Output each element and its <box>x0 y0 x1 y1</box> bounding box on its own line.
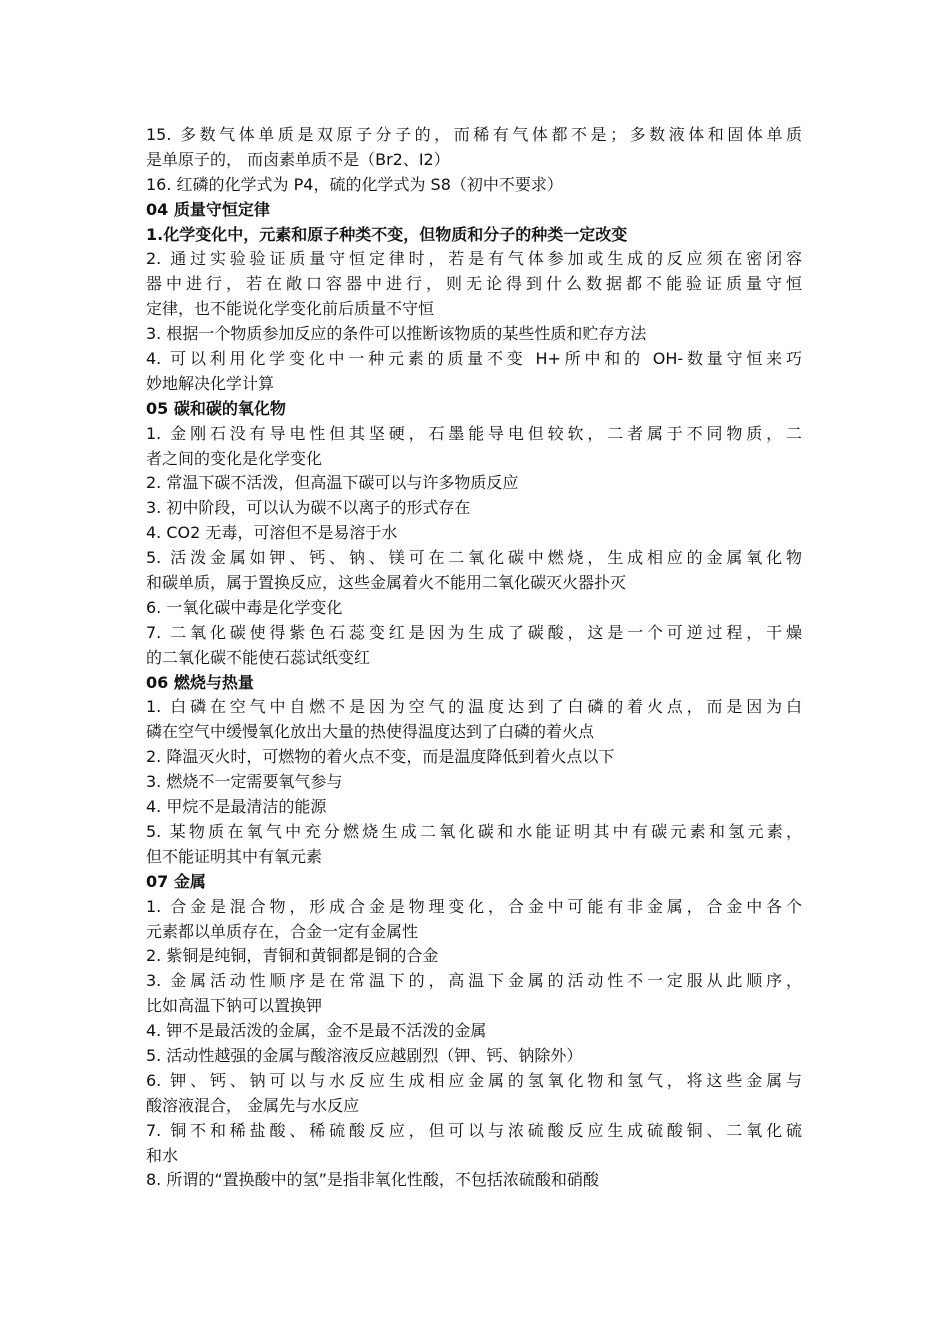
list-item <box>146 1119 802 1169</box>
section-heading: 04 质量守恒定律 <box>146 199 270 219</box>
list-item <box>146 173 802 198</box>
text-line: 的二氧化碳不能使石蕊试纸变红 <box>146 647 371 667</box>
text-line: 6. 钾、钙、钠可以与水反应生成相应金属的氢氧化物和氢气，将这些金属与 <box>146 1070 802 1090</box>
text-line: 比如高温下钠可以置换钾 <box>146 996 323 1016</box>
text-line: 1.化学变化中，元素和原子种类不变，但物质和分子的种类一定改变 <box>146 224 628 244</box>
text-line: 2. 常温下碳不活泼，但高温下碳可以与许多物质反应 <box>146 473 519 493</box>
list-item <box>146 496 802 521</box>
text-line: 4. 可以利用化学变化中一种元素的质量不变 H+所中和的 OH-数量守恒来巧 <box>146 349 802 369</box>
text-line: 1. 金刚石没有导电性但其坚硬，石墨能导电但较软，二者属于不同物质，二 <box>146 423 802 443</box>
list-item <box>146 123 802 173</box>
text-line: 1. 白磷在空气中自燃不是因为空气的温度达到了白磷的着火点，而是因为白 <box>146 697 802 717</box>
list-item <box>146 621 802 671</box>
text-line: 和水 <box>146 1145 179 1165</box>
list-item <box>146 1069 802 1119</box>
list-item <box>146 895 802 945</box>
list-item <box>146 422 802 472</box>
list-item <box>146 969 802 1019</box>
list-item <box>146 745 802 770</box>
text-line: 妙地解决化学计算 <box>146 373 275 393</box>
text-line: 元素都以单质存在，合金一定有金属性 <box>146 921 419 941</box>
text-line: 酸溶液混合， 金属先与水反应 <box>146 1095 360 1115</box>
section-heading: 07 金属 <box>146 871 206 891</box>
text-line: 1. 合金是混合物，形成合金是物理变化，合金中可能有非金属，合金中各个 <box>146 896 802 916</box>
text-line: 3. 金属活动性顺序是在常温下的，高温下金属的活动性不一定服从此顺序， <box>146 971 802 991</box>
text-line: 4. CO2 无毒，可溶但不是易溶于水 <box>146 523 398 543</box>
list-item <box>146 944 802 969</box>
list-item <box>146 770 802 795</box>
text-line: 定律，也不能说化学变化前后质量不守恒 <box>146 299 435 319</box>
list-item <box>146 546 802 596</box>
text-line: 但不能证明其中有氧元素 <box>146 846 323 866</box>
list-item <box>146 322 802 347</box>
text-line: 器中进行，若在敞口容器中进行，则无论得到什么数据都不能验证质量守恒 <box>146 274 802 294</box>
list-item <box>146 695 802 745</box>
text-line: 5. 活泼金属如钾、钙、钠、镁可在二氧化碳中燃烧，生成相应的金属氧化物 <box>146 548 802 568</box>
list-item <box>146 1044 802 1069</box>
text-line: 是单原子的， 而卤素单质不是（Br2、I2） <box>146 149 450 169</box>
text-line: 3. 燃烧不一定需要氧气参与 <box>146 772 343 792</box>
text-line: 磷在空气中缓慢氧化放出大量的热使得温度达到了白磷的着火点 <box>146 722 595 742</box>
text-line: 3. 初中阶段，可以认为碳不以离子的形式存在 <box>146 498 471 518</box>
list-item <box>146 820 802 870</box>
text-line: 3. 根据一个物质参加反应的条件可以推断该物质的某些性质和贮存方法 <box>146 324 647 344</box>
list-item <box>146 1019 802 1044</box>
section-heading: 06 燃烧与热量 <box>146 672 254 692</box>
text-line: 4. 甲烷不是最清洁的能源 <box>146 797 327 817</box>
document-page <box>146 123 802 1193</box>
text-line: 2. 紫铜是纯铜，青铜和黄铜都是铜的合金 <box>146 946 439 966</box>
section-heading: 05 碳和碳的氧化物 <box>146 398 286 418</box>
text-line: 7. 二氧化碳使得紫色石蕊变红是因为生成了碳酸，这是一个可逆过程，干燥 <box>146 622 802 642</box>
text-line: 7. 铜不和稀盐酸、稀硫酸反应，但可以与浓硫酸反应生成硫酸铜、二氧化硫 <box>146 1120 802 1140</box>
list-item <box>146 247 802 322</box>
text-line: 者之间的变化是化学变化 <box>146 448 323 468</box>
list-item <box>146 471 802 496</box>
text-line: 8. 所谓的“置换酸中的氢”是指非氧化性酸，不包括浓硫酸和硝酸 <box>146 1170 599 1190</box>
list-item <box>146 521 802 546</box>
text-line: 和碳单质，属于置换反应，这些金属着火不能用二氧化碳灭火器扑灭 <box>146 573 627 593</box>
text-line: 15. 多数气体单质是双原子分子的，而稀有气体都不是；多数液体和固体单质 <box>146 125 802 144</box>
text-line: 2. 通过实验验证质量守恒定律时，若是有气体参加或生成的反应须在密闭容 <box>146 249 802 269</box>
list-item <box>146 795 802 820</box>
list-item <box>146 347 802 397</box>
list-item <box>146 223 802 248</box>
text-line: 2. 降温灭火时，可燃物的着火点不变，而是温度降低到着火点以下 <box>146 747 615 767</box>
list-item <box>146 596 802 621</box>
text-line: 4. 钾不是最活泼的金属，金不是最不活泼的金属 <box>146 1021 487 1041</box>
text-line: 6. 一氧化碳中毒是化学变化 <box>146 597 343 617</box>
text-line: 16. 红磷的化学式为 P4，硫的化学式为 S8（初中不要求） <box>146 174 563 194</box>
text-line: 5. 某物质在氧气中充分燃烧生成二氧化碳和水能证明其中有碳元素和氢元素， <box>146 821 802 841</box>
list-item <box>146 1168 802 1193</box>
text-line: 5. 活动性越强的金属与酸溶液反应越剧烈（钾、钙、钠除外） <box>146 1045 583 1065</box>
